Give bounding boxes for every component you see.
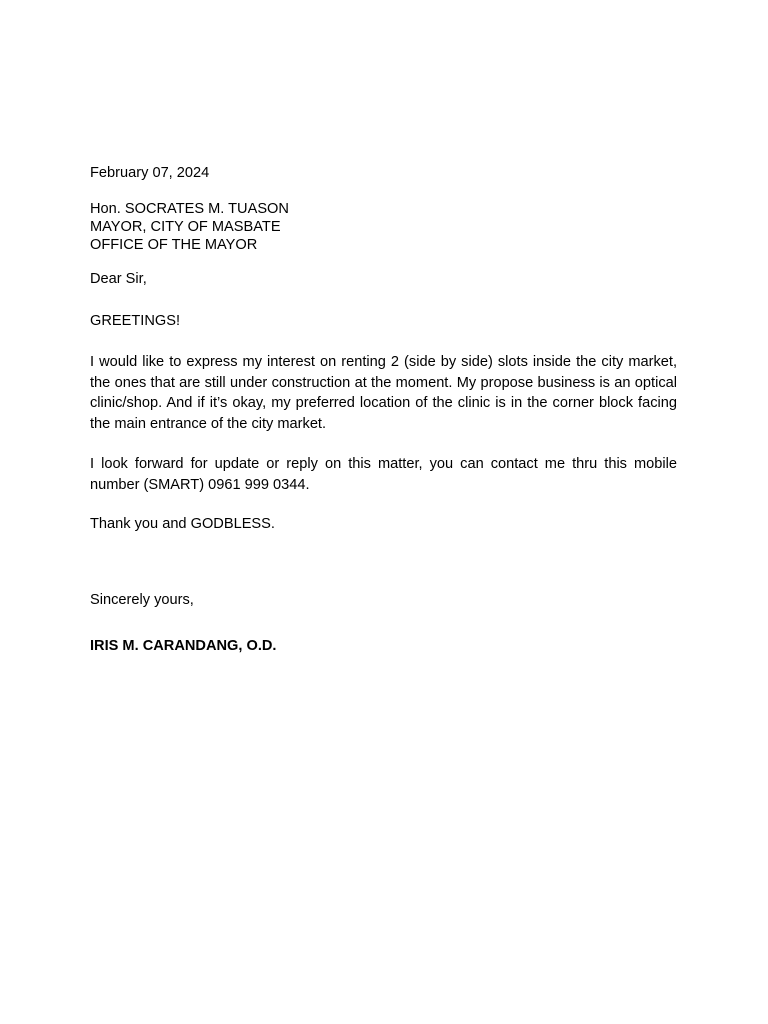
recipient-title: MAYOR, CITY OF MASBATE: [90, 219, 281, 235]
recipient-name: Hon. SOCRATES M. TUASON: [90, 201, 289, 217]
body-paragraph-contact: I look forward for update or reply on this matter, you can contact me thru this mobile number (SMART) 0961 999 0344.: [90, 456, 677, 493]
recipient-block: [90, 200, 677, 254]
letter-date: February 07, 2024: [90, 165, 210, 181]
closing-line: Sincerely yours,: [90, 592, 194, 608]
recipient-office: OFFICE OF THE MAYOR: [90, 237, 258, 253]
body-paragraph-interest: I would like to express my interest on renting 2 (side by side) slots inside the city market, the ones that are still under construction at the moment. My propose business is an optical clinic/shop. And if it’s okay, my preferred location of the clinic is in the corner block facing the main entrance of the city market.: [90, 354, 677, 432]
letter-body: [90, 164, 677, 655]
signature-name: IRIS M. CARANDANG, O.D.: [90, 638, 277, 654]
thanks-line: Thank you and GODBLESS.: [90, 516, 275, 532]
greeting: GREETINGS!: [90, 313, 181, 329]
salutation: Dear Sir,: [90, 271, 147, 287]
